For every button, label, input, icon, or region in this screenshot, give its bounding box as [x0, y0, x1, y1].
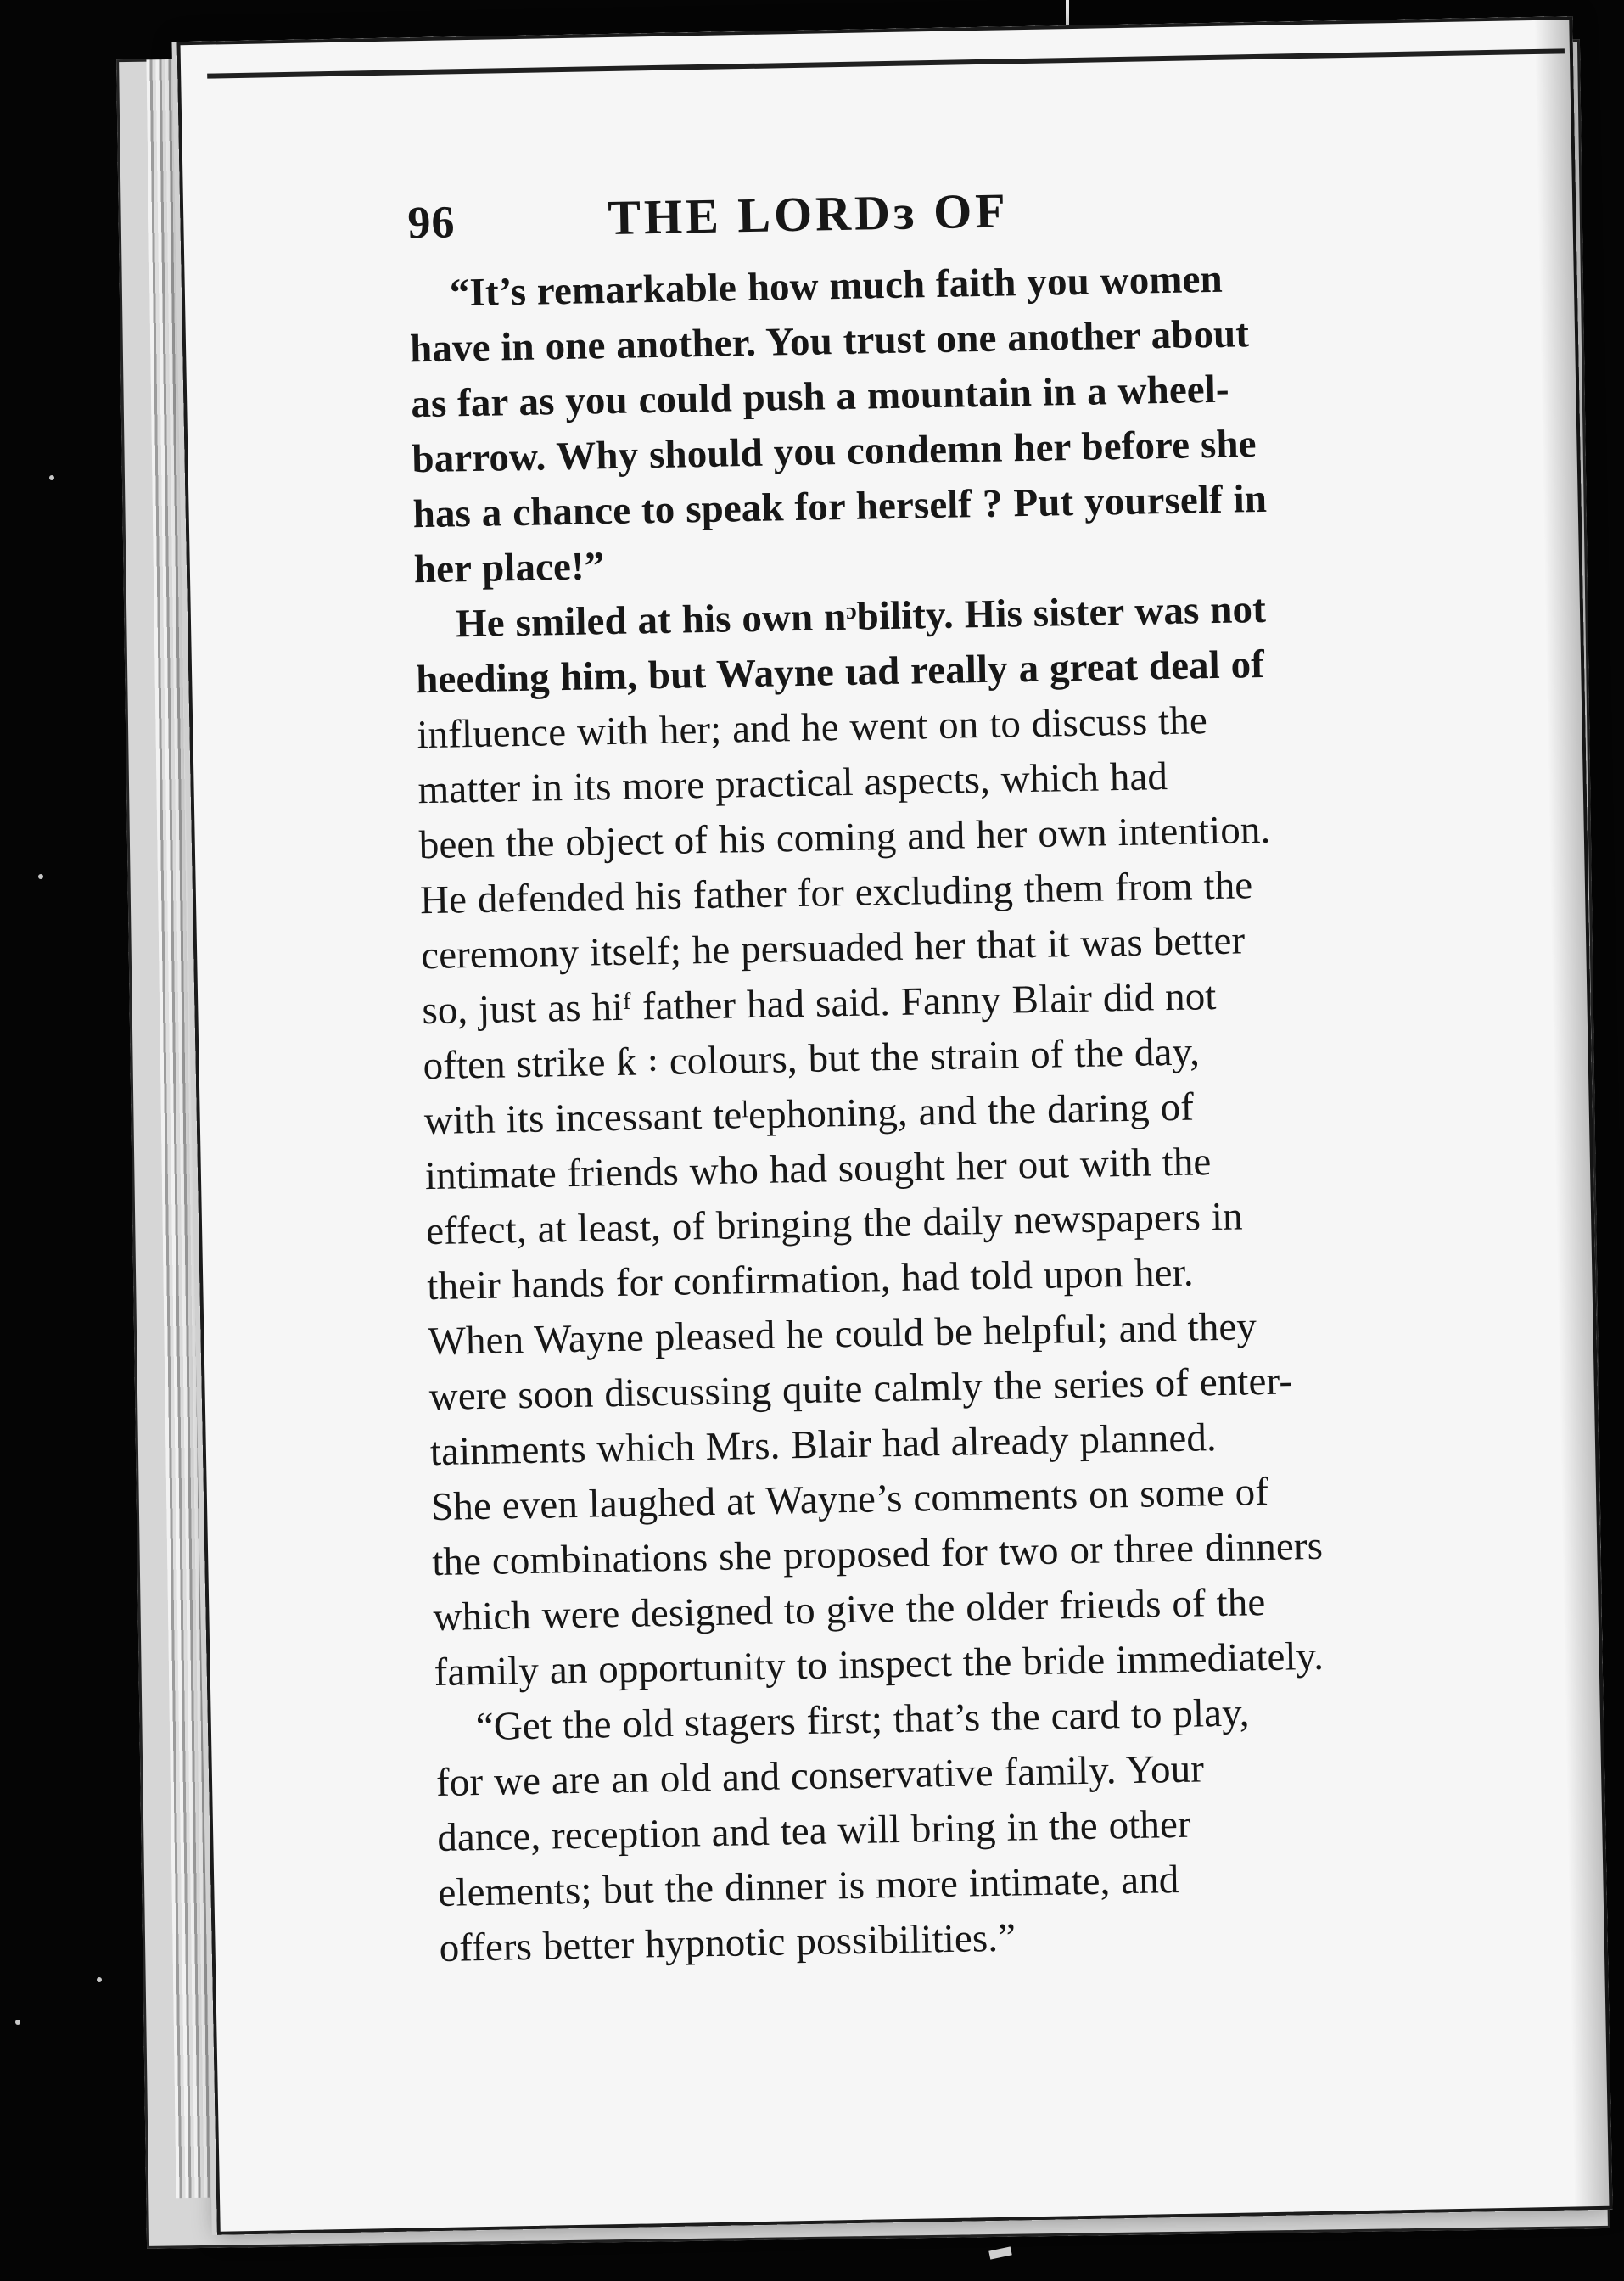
scan-dust-mark: [15, 2020, 20, 2025]
text-line: heeding him, but Wayne ɩad really a great deal of: [415, 642, 1265, 703]
text-line: barrow. Why should you condemn her before she: [412, 422, 1257, 482]
text-line: for we are an old and conservative family. Your: [435, 1746, 1205, 1806]
text-line: He defended his father for excluding them from the: [419, 863, 1253, 923]
page-header: [406, 146, 1536, 249]
text-line: have in one another. You trust one another about: [409, 311, 1250, 372]
page-top-edge: [207, 48, 1565, 78]
text-line: “It’s remarkable how much faith you women: [449, 256, 1224, 316]
text-line: with its incessant teˡephoning, and the daring of: [423, 1084, 1195, 1144]
text-line: “Get the old stagers first; that’s the card to play,: [475, 1690, 1250, 1750]
scan-dust-mark: [38, 874, 43, 879]
text-line: influence with her; and he went on to discuss the: [416, 698, 1208, 758]
text-line: often strike ƙ ꞉ colours, but the strain of the day,: [423, 1029, 1201, 1089]
text-line: as far as you could push a mountain in a wheel-: [410, 367, 1230, 427]
text-line: her place!”: [413, 544, 605, 592]
text-line: been the object of his coming and her own intention.: [418, 807, 1271, 868]
text-line: tainments which Mrs. Blair had already planned.: [429, 1415, 1218, 1475]
text-line: the combinations she proposed for two or three dinners: [431, 1523, 1324, 1585]
text-line: She even laughed at Wayne’s comments on some of: [430, 1470, 1269, 1530]
text-line: family an opportunity to inspect the bride immediately.: [434, 1634, 1324, 1695]
text-line: were soon discussing quite calmly the series of enter-: [428, 1359, 1293, 1420]
page-number: 96: [406, 196, 456, 249]
text-line: has a chance to speak for herself ? Put yourself in: [412, 476, 1268, 537]
running-head: THE LORDɜ OF: [607, 182, 1010, 246]
scan-dust-mark: [49, 475, 54, 480]
text-line: When Wayne pleased he could be helpful; and they: [428, 1304, 1257, 1365]
text-line: intimate friends who had sought her out with the: [424, 1140, 1212, 1199]
text-line: offers better hypnotic possibilities.”: [439, 1915, 1016, 1970]
book-page: [176, 16, 1612, 2235]
text-line: effect, at least, of bringing the daily newspapers in: [425, 1194, 1244, 1254]
text-line: elements; but the dinner is more intimate, and: [438, 1858, 1179, 1916]
text-line: matter in its more practical aspects, which had: [417, 754, 1168, 813]
text-line: their hands for confirmation, had told upon her.: [426, 1250, 1195, 1309]
text-line: dance, reception and tea will bring in the other: [436, 1802, 1192, 1861]
scan-dust-mark: [97, 1977, 102, 1982]
text-line: which were designed to give the older frieɩds of the: [433, 1580, 1266, 1640]
text-line: so, just as hiᶠ father had said. Fanny Blair did not: [421, 974, 1217, 1034]
body-text: [408, 246, 1568, 1976]
text-line: ceremony itself; he persuaded her that it was better: [420, 918, 1246, 978]
text-line: He smiled at his own nᵓbility. His sister was not: [455, 586, 1267, 647]
